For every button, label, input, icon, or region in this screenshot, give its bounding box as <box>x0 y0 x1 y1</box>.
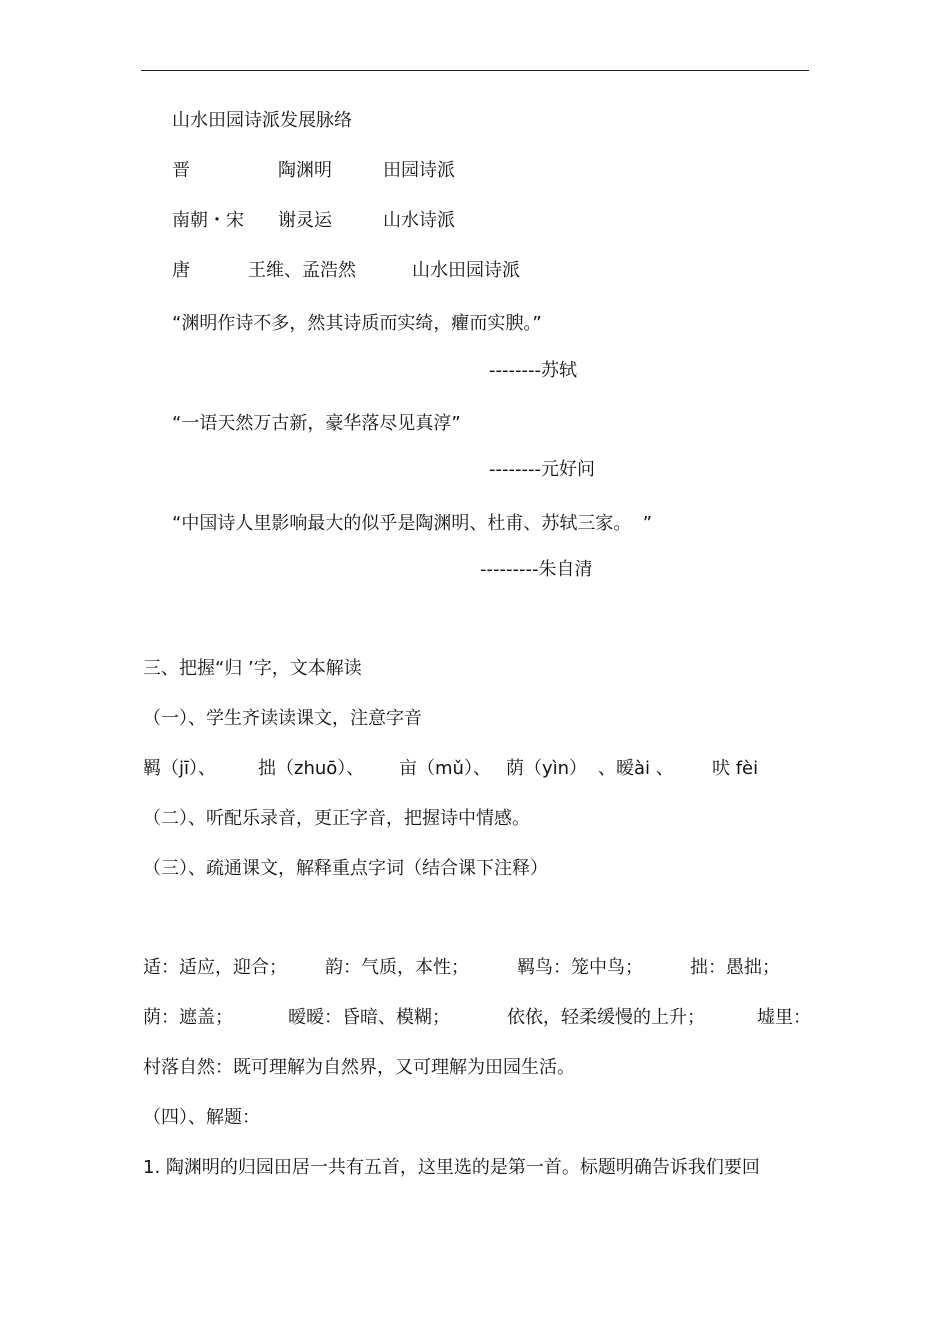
era-cell: 南朝・宋 <box>172 210 244 231</box>
poet-cell: 王维、孟浩然 <box>248 260 356 281</box>
pronunciation-item: 荫（yìn） <box>506 758 588 779</box>
school-cell: 田园诗派 <box>383 160 455 181</box>
glossary-item: 羁鸟：笼中鸟； <box>517 957 643 978</box>
school-cell: 山水田园诗派 <box>412 260 520 281</box>
quote-author: --------苏轼 <box>489 360 577 381</box>
header-rule <box>141 70 809 71</box>
section-heading: 三、把握“归 ’字，文本解读 <box>143 658 362 679</box>
quote-author: ---------朱自清 <box>480 559 593 580</box>
glossary-item: 依依，轻柔缓慢的上升； <box>507 1007 705 1028</box>
pronunciation-item: 亩（mǔ）、 <box>399 758 491 779</box>
poet-cell: 谢灵运 <box>278 210 332 231</box>
subsection-heading: （四）、解题： <box>143 1107 260 1128</box>
pronunciation-item: 拙（zhuō）、 <box>258 758 365 779</box>
era-cell: 唐 <box>172 260 190 281</box>
quote-text: “一语天然万古新，豪华落尽见真淳” <box>172 413 461 434</box>
pronunciation-item: 、暧ài 、 <box>598 758 674 779</box>
glossary-line: 村落自然：既可理解为自然界，又可理解为田园生活。 <box>143 1057 575 1078</box>
glossary-item: 适：适应，迎合； <box>143 957 287 978</box>
numbered-item: 1. 陶渊明的归园田居一共有五首，这里选的是第一首。标题明确告诉我们要回 <box>143 1157 760 1178</box>
glossary-item: 荫：遮盖； <box>143 1007 233 1028</box>
quote-text: “渊明作诗不多，然其诗质而实绮，癯而实腴。” <box>172 313 542 334</box>
poet-cell: 陶渊明 <box>278 160 332 181</box>
glossary-item: 暧暧：昏暗、模糊； <box>288 1007 450 1028</box>
quote-author: --------元好问 <box>489 459 595 480</box>
subsection-heading: （二）、听配乐录音，更正字音，把握诗中情感。 <box>143 808 530 829</box>
pronunciation-item: 吠 fèi <box>712 758 759 779</box>
quote-text: “中国诗人里影响最大的似乎是陶渊明、杜甫、苏轼三家。 ” <box>172 513 653 534</box>
glossary-item: 韵：气质，本性； <box>325 957 469 978</box>
glossary-item: 拙：愚拙； <box>690 957 780 978</box>
subsection-heading: （三）、疏通课文，解释重点字词（结合课下注释） <box>143 858 548 879</box>
school-cell: 山水诗派 <box>383 210 455 231</box>
glossary-item: 墟里： <box>757 1007 811 1028</box>
subsection-heading: （一）、学生齐读读课文，注意字音 <box>143 708 422 729</box>
era-cell: 晋 <box>172 160 190 181</box>
development-title: 山水田园诗派发展脉络 <box>172 110 352 131</box>
pronunciation-item: 羁（jī）、 <box>143 758 217 779</box>
